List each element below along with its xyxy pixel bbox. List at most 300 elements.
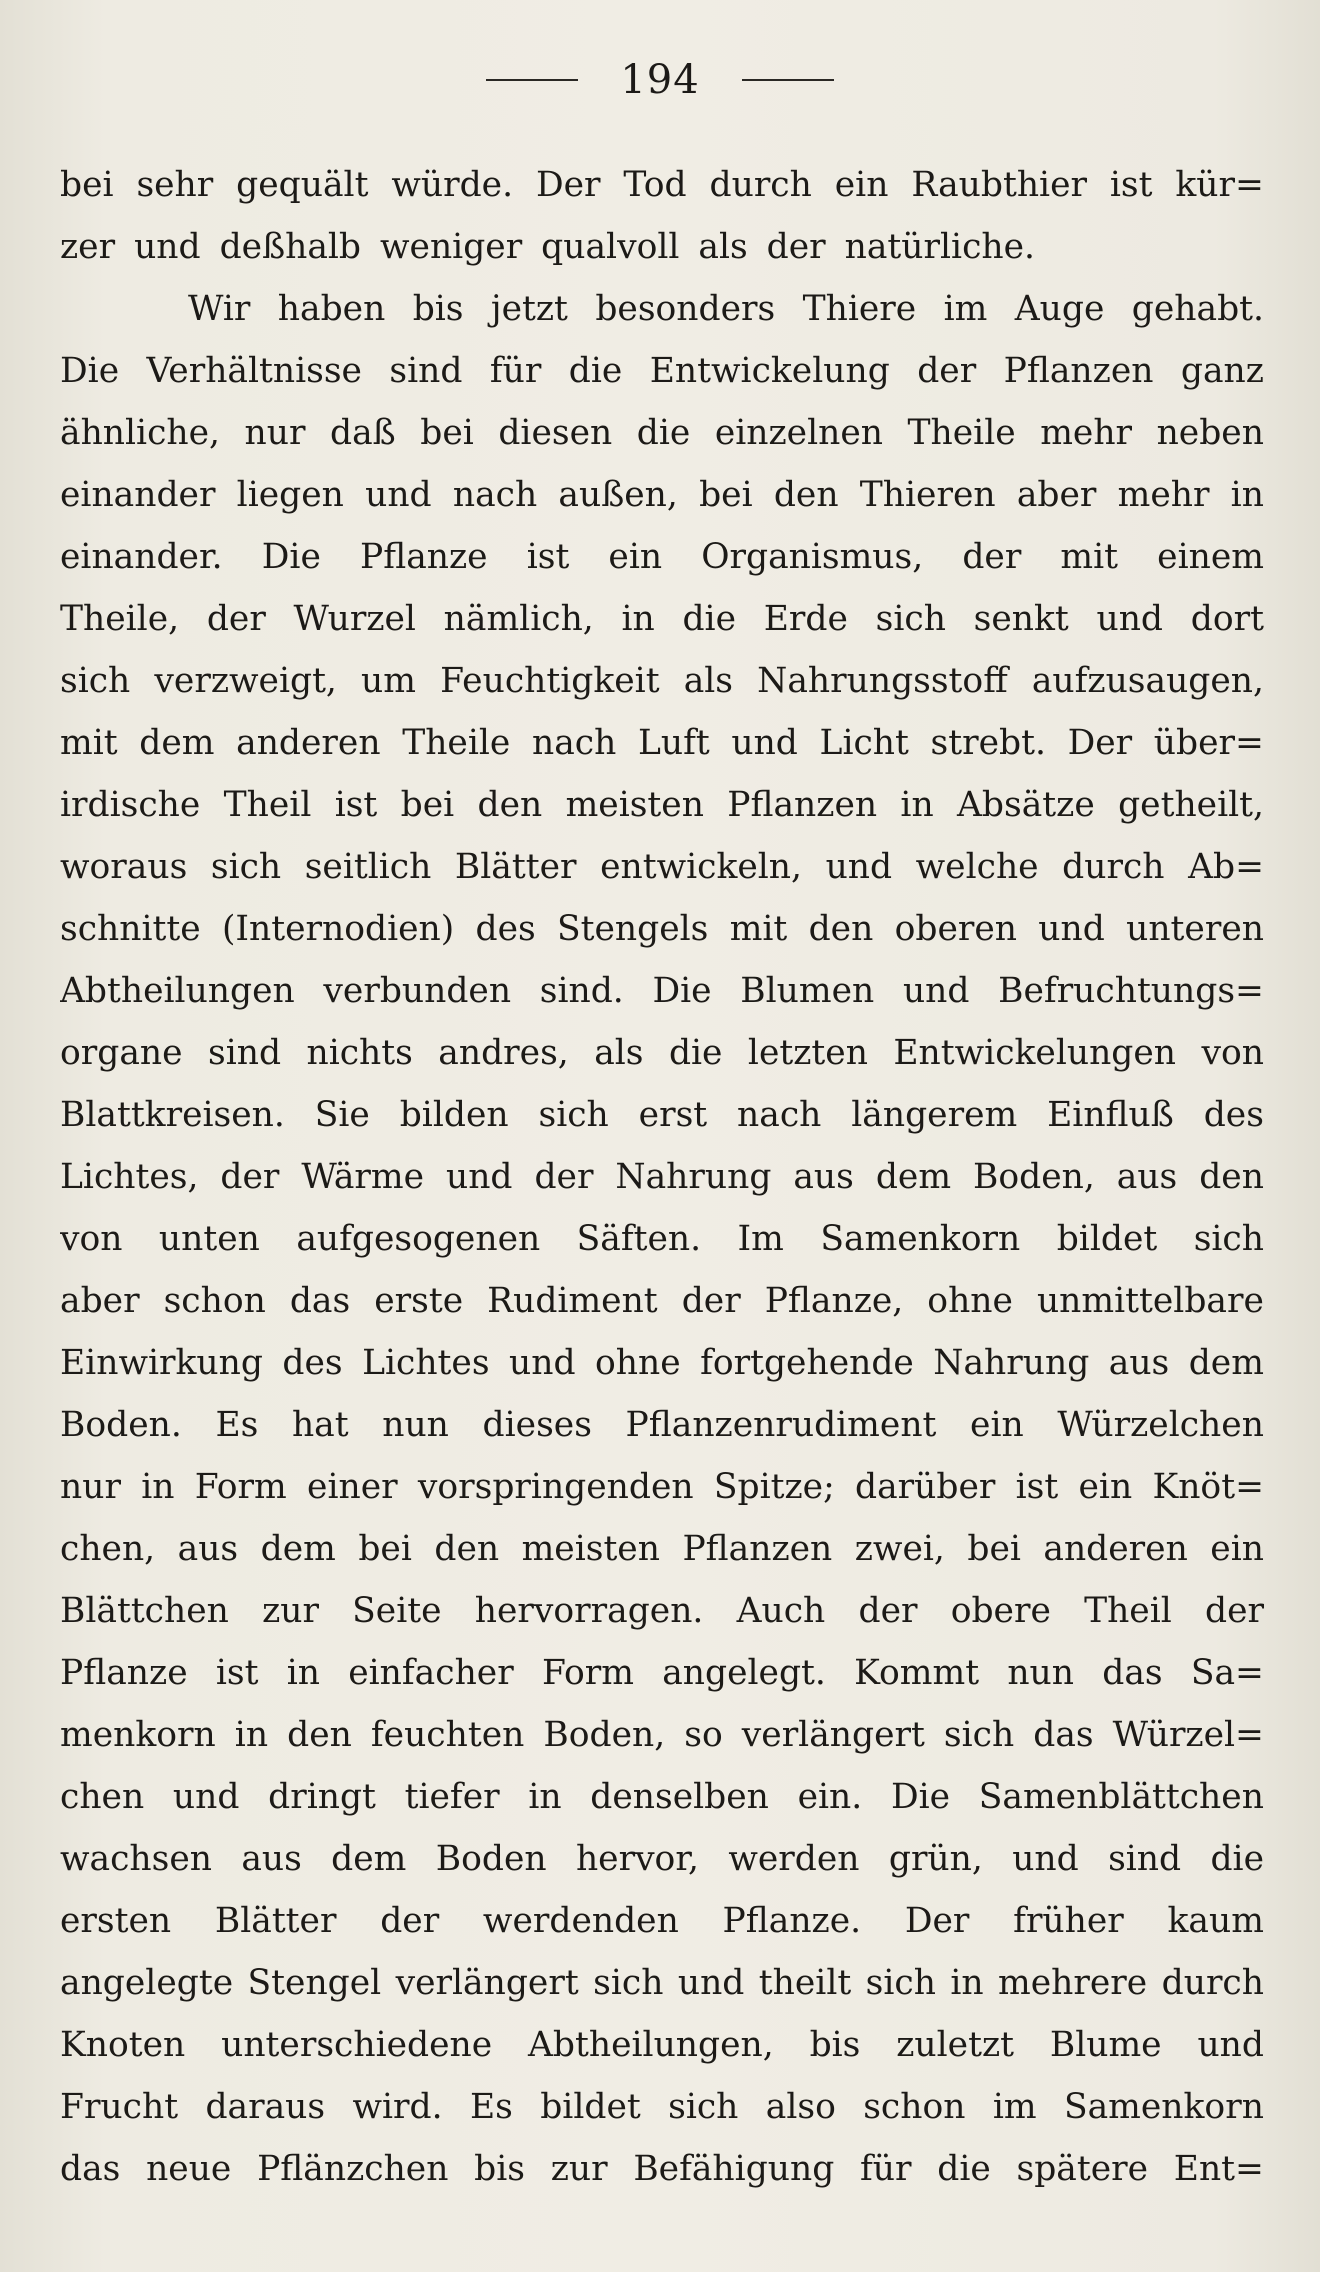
word: bis xyxy=(412,289,464,329)
word: Einfluß xyxy=(1047,1095,1174,1135)
word: aber xyxy=(60,1281,140,1321)
word: dem xyxy=(331,1839,407,1879)
word: Erde xyxy=(763,599,848,639)
word: um xyxy=(361,661,416,701)
word: als xyxy=(683,661,734,701)
word: dieses xyxy=(482,1405,592,1445)
word: getheilt, xyxy=(1118,785,1264,825)
word: Ab= xyxy=(1188,847,1264,887)
word: den xyxy=(808,909,874,949)
word: Frucht xyxy=(60,2087,179,2127)
word: der xyxy=(380,1901,440,1941)
word: Wärme xyxy=(301,1157,425,1197)
word: ist xyxy=(1015,1467,1059,1507)
word: sich xyxy=(538,1095,609,1135)
word: ein xyxy=(608,537,663,577)
word: oberen xyxy=(894,909,1018,949)
word: Blattkreisen. xyxy=(60,1095,285,1135)
word: aufzusaugen, xyxy=(1031,661,1264,701)
word: der xyxy=(962,537,1022,577)
word: sich xyxy=(60,661,131,701)
word: dem xyxy=(1188,1343,1264,1383)
text-line xyxy=(60,1394,1264,1456)
word: würde. xyxy=(391,165,514,205)
word: über= xyxy=(1153,723,1264,763)
word: Pflanzenrudiment xyxy=(625,1405,937,1445)
word: Der xyxy=(904,1901,970,1941)
word: und xyxy=(134,227,201,267)
word: Stengels xyxy=(557,909,709,949)
word: ähnliche, xyxy=(60,413,221,453)
word: Sa= xyxy=(1190,1653,1264,1693)
word: entwickeln, xyxy=(600,847,802,887)
word: neben xyxy=(1156,413,1264,453)
word: Boden, xyxy=(543,1715,666,1755)
word: Pflanze xyxy=(359,537,488,577)
word: welche xyxy=(915,847,1039,887)
word: vorspringenden xyxy=(417,1467,694,1507)
word: Im xyxy=(737,1219,784,1259)
word: Pflanze. xyxy=(722,1901,862,1941)
word: werdenden xyxy=(482,1901,679,1941)
word: der xyxy=(534,1157,594,1197)
word: bildet xyxy=(540,2087,641,2127)
word: dem xyxy=(875,1157,952,1197)
word: des xyxy=(1203,1095,1264,1135)
word: einer xyxy=(307,1467,398,1507)
word: aber xyxy=(1016,475,1097,515)
word: als xyxy=(698,227,748,267)
word: Theile xyxy=(402,723,511,763)
word: aus xyxy=(1116,1157,1178,1197)
word: Entwickelungen xyxy=(893,1033,1177,1073)
word: Pflanze xyxy=(60,1653,188,1693)
word: das xyxy=(1033,1715,1094,1755)
word: sich xyxy=(875,599,946,639)
word: sich xyxy=(593,1963,664,2003)
word: einander. xyxy=(60,537,223,577)
word: Entwickelung xyxy=(649,351,890,391)
word: die xyxy=(668,1033,723,1073)
word: daß xyxy=(330,413,396,453)
word: den xyxy=(287,1715,352,1755)
word: Auch xyxy=(736,1591,826,1631)
word: Stengel xyxy=(247,1963,382,2003)
word: Die xyxy=(890,1777,951,1817)
word: bei xyxy=(60,165,114,205)
word: der xyxy=(858,1591,918,1631)
word: sind. xyxy=(539,971,624,1011)
word: Pflanzen xyxy=(727,785,878,825)
word: anderen xyxy=(236,723,381,763)
word: Würzelchen xyxy=(1057,1405,1264,1445)
word: Nahrung xyxy=(615,1157,772,1197)
word: werden xyxy=(728,1839,860,1879)
word: ohne xyxy=(594,1343,681,1383)
word: Nahrung xyxy=(933,1343,1090,1383)
text-line xyxy=(60,1270,1264,1332)
word: Würzel= xyxy=(1112,1715,1264,1755)
word: für xyxy=(860,2149,912,2189)
word: die xyxy=(636,413,691,453)
word: ist xyxy=(215,1653,259,1693)
word: menkorn xyxy=(60,1715,216,1755)
word: durch xyxy=(1062,847,1165,887)
word: angelegte xyxy=(60,1963,234,2003)
word: Ent= xyxy=(1173,2149,1264,2189)
word: neue xyxy=(146,2149,232,2189)
word: bei xyxy=(358,1529,412,1569)
word: des xyxy=(282,1343,343,1383)
word: die xyxy=(937,2149,991,2189)
word: liegen xyxy=(236,475,344,515)
word: das xyxy=(1102,1653,1163,1693)
text-line xyxy=(60,1704,1264,1766)
word: im xyxy=(992,2087,1037,2127)
word: mehr xyxy=(1040,413,1133,453)
word: aus xyxy=(793,1157,854,1197)
word: den xyxy=(434,1529,500,1569)
word: Der xyxy=(535,165,601,205)
word: Boden, xyxy=(972,1157,1095,1197)
word: deßhalb xyxy=(219,227,362,267)
word: nämlich, xyxy=(443,599,594,639)
word: die xyxy=(682,599,737,639)
text-line xyxy=(60,278,1264,340)
word: durch xyxy=(709,165,812,205)
header-rule-left xyxy=(486,79,578,81)
word: der xyxy=(766,227,826,267)
word: die xyxy=(568,351,623,391)
word: verlängert xyxy=(395,1963,579,2003)
word: bei xyxy=(420,413,474,453)
word: Es xyxy=(215,1405,259,1445)
word: nur xyxy=(60,1467,121,1507)
word: Form xyxy=(541,1653,634,1693)
text-line xyxy=(60,650,1264,712)
word: und xyxy=(677,1963,745,2003)
word: qualvoll xyxy=(541,227,680,267)
word: Der xyxy=(1067,723,1133,763)
word: Rudiment xyxy=(487,1281,658,1321)
word: sich xyxy=(865,1963,936,2003)
text-line xyxy=(60,712,1264,774)
word: daraus xyxy=(205,2087,326,2127)
word: und xyxy=(1038,909,1105,949)
word: unmittelbare xyxy=(1036,1281,1264,1321)
word: Blätter xyxy=(454,847,577,887)
word: also xyxy=(765,2087,836,2127)
word: und xyxy=(1197,2025,1264,2065)
word: in xyxy=(141,1467,175,1507)
word: und xyxy=(731,723,798,763)
text-line xyxy=(60,154,1264,216)
word: und xyxy=(509,1343,576,1383)
word: dringt xyxy=(268,1777,376,1817)
word: Lichtes, xyxy=(60,1157,199,1197)
word: hervorragen. xyxy=(474,1591,704,1631)
word: mit xyxy=(60,723,118,763)
word: bei xyxy=(967,1529,1021,1569)
word: in xyxy=(900,785,934,825)
word: nichts xyxy=(306,1033,413,1073)
word: Theil xyxy=(1084,1591,1172,1631)
word: Samenblättchen xyxy=(978,1777,1264,1817)
word: natürliche. xyxy=(844,227,1035,267)
word: diesen xyxy=(498,413,613,453)
word: grün, xyxy=(888,1839,983,1879)
word: ist xyxy=(526,537,570,577)
word: Befruchtungs= xyxy=(998,971,1264,1011)
word: ein. xyxy=(797,1777,863,1817)
word: erst xyxy=(638,1095,708,1135)
word: Die xyxy=(652,971,712,1011)
word: als xyxy=(594,1033,644,1073)
word: in xyxy=(1230,475,1264,515)
word: bei xyxy=(400,785,455,825)
word: schon xyxy=(163,1281,266,1321)
text-line xyxy=(60,836,1264,898)
word: früher xyxy=(1013,1901,1124,1941)
word: nach xyxy=(452,475,538,515)
word: Es xyxy=(469,2087,513,2127)
word: Auge xyxy=(1014,289,1105,329)
word: Thieren xyxy=(859,475,996,515)
word: zur xyxy=(262,1591,319,1631)
word: Blätter xyxy=(214,1901,337,1941)
word: ein xyxy=(834,165,889,205)
word: das xyxy=(60,2149,121,2189)
word: gehabt. xyxy=(1131,289,1264,329)
text-line xyxy=(60,960,1264,1022)
word: der xyxy=(1205,1591,1264,1631)
word: kaum xyxy=(1167,1901,1264,1941)
word: mehr xyxy=(1117,475,1210,515)
word: verlängert xyxy=(741,1715,925,1755)
text-line xyxy=(60,774,1264,836)
word: von xyxy=(60,1219,123,1259)
word: Knoten xyxy=(60,2025,186,2065)
word: bis xyxy=(474,2149,525,2189)
text-line xyxy=(60,1456,1264,1518)
word: Pflanzen xyxy=(682,1529,833,1569)
word: und xyxy=(902,971,970,1011)
word: sich xyxy=(668,2087,739,2127)
text-line xyxy=(60,1518,1264,1580)
word: einander xyxy=(60,475,216,515)
word: für xyxy=(489,351,542,391)
word: Die xyxy=(261,537,321,577)
text-line xyxy=(60,216,1264,278)
word: den xyxy=(773,475,839,515)
word: unteren xyxy=(1126,909,1264,949)
word: aus xyxy=(241,1839,302,1879)
word: Abtheilungen, xyxy=(528,2025,774,2065)
word: im xyxy=(943,289,988,329)
text-line xyxy=(60,2014,1264,2076)
word: einzelnen xyxy=(714,413,883,453)
word: zwei, xyxy=(854,1529,945,1569)
word: der xyxy=(681,1281,741,1321)
header-rule-right xyxy=(742,79,834,81)
word: gequält xyxy=(236,165,369,205)
word: bilden xyxy=(399,1095,509,1135)
word: Blume xyxy=(1049,2025,1162,2065)
word: strebt. xyxy=(930,723,1046,763)
word: außen, xyxy=(558,475,678,515)
word: bildet xyxy=(1056,1219,1158,1259)
word: besonders xyxy=(595,289,776,329)
text-line xyxy=(60,2138,1264,2200)
word: schnitte xyxy=(60,909,201,949)
word: in xyxy=(234,1715,269,1755)
word: seitlich xyxy=(304,847,432,887)
word: Tod xyxy=(623,165,687,205)
word: nun xyxy=(1007,1653,1074,1693)
word: feuchten xyxy=(370,1715,525,1755)
word: Verhältnisse xyxy=(146,351,362,391)
word: sind xyxy=(389,351,463,391)
word: in xyxy=(621,599,655,639)
word: einfacher xyxy=(348,1653,514,1693)
word: Einwirkung xyxy=(60,1343,263,1383)
word: Pflänzchen xyxy=(257,2149,449,2189)
word: Sie xyxy=(314,1095,370,1135)
word: haben xyxy=(277,289,386,329)
word: schon xyxy=(863,2087,966,2127)
word: dem xyxy=(139,723,215,763)
word: unten xyxy=(158,1219,260,1259)
word: chen xyxy=(60,1777,145,1817)
word: zuletzt xyxy=(896,2025,1014,2065)
word: Lichtes xyxy=(362,1343,490,1383)
word: Thiere xyxy=(802,289,917,329)
text-line xyxy=(60,1642,1264,1704)
word: Spitze; xyxy=(713,1467,835,1507)
word: Samenkorn xyxy=(1063,2087,1264,2127)
word: nur xyxy=(244,413,306,453)
word: Theile xyxy=(907,413,1016,453)
word: durch xyxy=(1161,1963,1264,2003)
word: darüber xyxy=(855,1467,996,1507)
page-number: 194 xyxy=(620,57,700,103)
word: fortgehende xyxy=(700,1343,914,1383)
word: Boden. xyxy=(60,1405,182,1445)
word: das xyxy=(289,1281,351,1321)
word: ohne xyxy=(927,1281,1013,1321)
word: irdische xyxy=(60,785,201,825)
word: erste xyxy=(374,1281,464,1321)
word: Theil xyxy=(223,785,312,825)
word: Wir xyxy=(188,289,251,329)
word: ein xyxy=(1078,1467,1133,1507)
word: Pflanze, xyxy=(764,1281,904,1321)
text-line xyxy=(60,1890,1264,1952)
word: anderen xyxy=(1043,1529,1188,1569)
word: mehrere xyxy=(998,1963,1148,2003)
word: nun xyxy=(382,1405,449,1445)
word: unterschiedene xyxy=(221,2025,493,2065)
word: organe xyxy=(60,1033,183,1073)
word: Feuchtigkeit xyxy=(440,661,660,701)
word: wird. xyxy=(352,2087,443,2127)
word: in xyxy=(950,1963,984,2003)
word: Seite xyxy=(352,1591,442,1631)
text-line xyxy=(60,588,1264,650)
word: zer xyxy=(60,227,116,267)
word: des xyxy=(475,909,536,949)
word: sich xyxy=(1193,1219,1264,1259)
word: aus xyxy=(1108,1343,1170,1383)
text-line xyxy=(60,1208,1264,1270)
word: den xyxy=(1199,1157,1264,1197)
word: wachsen xyxy=(60,1839,212,1879)
text-line xyxy=(60,1146,1264,1208)
word: dem xyxy=(260,1529,336,1569)
text-line xyxy=(60,1022,1264,1084)
word: der xyxy=(206,599,266,639)
word: bei xyxy=(699,475,753,515)
word: meisten xyxy=(565,785,704,825)
word: theilt xyxy=(758,1963,852,2003)
word: woraus xyxy=(60,847,188,887)
word: (Internodien) xyxy=(221,909,455,949)
word: der xyxy=(220,1157,280,1197)
word: sehr xyxy=(136,165,214,205)
word: und xyxy=(825,847,893,887)
word: hervor, xyxy=(575,1839,699,1879)
word: nach xyxy=(531,723,617,763)
word: nach xyxy=(737,1095,822,1135)
text-line xyxy=(60,1766,1264,1828)
word: Absätze xyxy=(957,785,1095,825)
word: bis xyxy=(809,2025,861,2065)
word: Kommt xyxy=(854,1653,980,1693)
text-line xyxy=(60,2076,1264,2138)
text-line xyxy=(60,1332,1264,1394)
word: jetzt xyxy=(490,289,568,329)
word: hat xyxy=(291,1405,349,1445)
word: Befähigung xyxy=(633,2149,835,2189)
word: Knöt= xyxy=(1152,1467,1264,1507)
word: dort xyxy=(1190,599,1264,639)
word: in xyxy=(528,1777,562,1817)
word: letzten xyxy=(747,1033,868,1073)
word: Theile, xyxy=(60,599,180,639)
text-line xyxy=(60,464,1264,526)
word: die xyxy=(1210,1839,1264,1879)
page-header xyxy=(0,50,1320,110)
word: sich xyxy=(210,847,282,887)
word: ganz xyxy=(1180,351,1264,391)
word: Blumen xyxy=(740,971,875,1011)
word: Luft xyxy=(637,723,710,763)
word: Form xyxy=(194,1467,287,1507)
word: und xyxy=(172,1777,240,1817)
word: spätere xyxy=(1016,2149,1149,2189)
word: Die xyxy=(60,351,120,391)
word: tiefer xyxy=(404,1777,500,1817)
word: Blättchen xyxy=(60,1591,229,1631)
word: ist xyxy=(334,785,378,825)
text-line xyxy=(60,402,1264,464)
word: Säften. xyxy=(576,1219,702,1259)
word: so xyxy=(684,1715,723,1755)
word: obere xyxy=(950,1591,1051,1631)
word: ein xyxy=(1210,1529,1264,1569)
text-line xyxy=(60,1580,1264,1642)
word: einem xyxy=(1157,537,1264,577)
